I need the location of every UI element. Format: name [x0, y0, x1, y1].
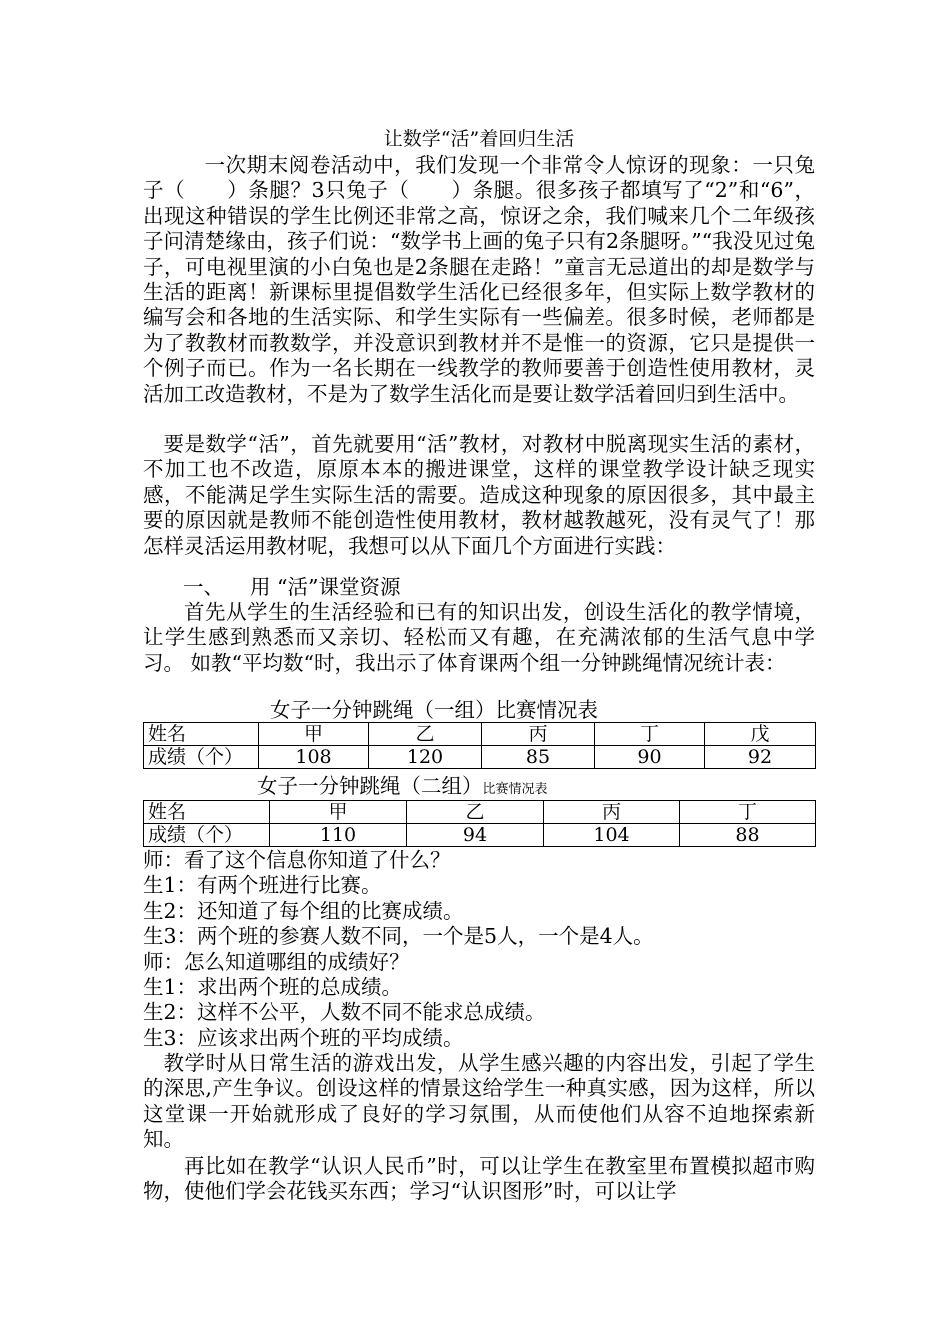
dialogue-line: 生3：应该求出两个班的平均成绩。 [143, 1025, 464, 1050]
body-block-1 [143, 432, 815, 559]
paragraph-2: 要是数学“活”，首先就要用“活”教材，对教材中脱离现实生活的素材，不加工也不改造，原原本本的搬进课堂，这样的课堂教学设计缺乏现实感，不能满足学生实际生活的需要。造成这种现象的原因很多，其中最主要的原因就是教师不能创造性使用教材，教材越教越死，没有灵气了！那怎样灵活运用教材呢，我想可以从下面几个方面进行实践： [143, 432, 815, 558]
paragraph-5: 再比如在教学“认识人民币”时，可以让学生在教室里布置模拟超市购物，使他们学会花钱买东西；学习“认识图形”时，可以让学 [143, 1154, 815, 1204]
table-cell: 甲 [259, 723, 369, 746]
table-row [144, 723, 816, 746]
intro-paragraph: 一次期末阅卷活动中，我们发现一个非常令人惊讶的现象：一只兔子（ ）条腿？3只兔子（ ）条腿。很多孩子都填写了“2”和“6”，出现这种错误的学生比例还非常之高，惊讶之余，我们喊来几个二年级孩子问清楚缘由，孩子们说：“数学书上画的兔子只有2条腿呀。”“我没见过兔子，可电视里演的小白兔也是2条腿在走路！”童言无忌道出的却是数学与生活的距离！新课标里提倡数学生活化已经很多年，但实际上数学教材的编写会和各地的生活实际、和学生实际有一些偏差。很多时候，老师都是为了教教材而教数学，并没意识到教材并不是惟一的资源，它只是提供一个例子而已。作为一名长期在一线教学的教师要善于创造性使用教材，灵活加工改造教材，不是为了数学生活化而是要让数学活着回归到生活中。 [143, 153, 815, 406]
table-cell: 乙 [369, 723, 482, 746]
table-cell: 92 [705, 746, 816, 769]
table2-wrap [143, 800, 815, 847]
table-cell: 成绩（个） [144, 746, 259, 769]
table-cell: 88 [680, 824, 816, 847]
dialogue-line: 师：怎么知道哪组的成绩好？ [143, 949, 410, 974]
intro-block [143, 153, 815, 407]
table-cell: 94 [407, 824, 544, 847]
table-cell: 成绩（个） [144, 824, 270, 847]
dialogue-line: 生2：这样不公平，人数不同不能求总成绩。 [143, 1000, 546, 1025]
table-row [144, 824, 816, 847]
table-cell: 90 [595, 746, 705, 769]
table1-wrap [143, 722, 815, 769]
table-cell: 乙 [407, 801, 544, 824]
dialogue-line: 生1：有两个班进行比赛。 [143, 873, 382, 898]
body-block-4 [143, 1154, 815, 1205]
table-cell: 姓名 [144, 801, 270, 824]
document-title: 让数学“活”着回归生活 [383, 128, 575, 150]
dialogue-line: 生2：还知道了每个组的比赛成绩。 [143, 898, 464, 923]
section-number: 一、 [183, 575, 224, 599]
table-row [144, 746, 816, 769]
table-cell: 108 [259, 746, 369, 769]
dialogue-line: 生3：两个班的参赛人数不同，一个是5人，一个是4人。 [143, 924, 654, 949]
table-cell: 丁 [680, 801, 816, 824]
paragraph-3: 首先从学生的生活经验和已有的知识出发，创设生活化的教学情境，让学生感到熟悉而又亲切、轻松而又有趣，在充满浓郁的生活气息中学习。 如教“平均数“时，我出示了体育课两个组一分钟跳绳情况统计表： [143, 600, 815, 675]
table2-caption-small: 比赛情况表 [482, 782, 548, 797]
table1-caption: 女子一分钟跳绳（一组）比赛情况表 [270, 698, 598, 722]
dialogue-line: 师：看了这个信息你知道了什么？ [143, 848, 451, 872]
table-cell: 戊 [705, 723, 816, 746]
body-block-3 [143, 1051, 815, 1153]
dialogue-block [143, 848, 815, 1051]
score-table-group1 [143, 722, 816, 769]
table-row [144, 801, 816, 824]
body-block-2 [143, 600, 815, 676]
table-cell: 姓名 [144, 723, 259, 746]
score-table-group2 [143, 800, 816, 847]
table-cell: 110 [270, 824, 407, 847]
table-cell: 丙 [482, 723, 595, 746]
table-cell: 120 [369, 746, 482, 769]
table-cell: 丙 [544, 801, 680, 824]
dialogue-line: 生1：求出两个班的总成绩。 [143, 975, 403, 1000]
paragraph-4: 教学时从日常生活的游戏出发，从学生感兴趣的内容出发，引起了学生的深思,产生争议。创设这样的情景这给学生一种真实感，因为这样，所以这堂课一开始就形成了良好的学习氛围，从而使他们从容不迫地探索新知。 [143, 1051, 815, 1152]
table-cell: 85 [482, 746, 595, 769]
table-cell: 104 [544, 824, 680, 847]
table2-caption [257, 774, 548, 802]
section-heading-1 [143, 575, 815, 600]
table-cell: 丁 [595, 723, 705, 746]
table-cell: 甲 [270, 801, 407, 824]
section-text: 用 “活”课堂资源 [250, 575, 401, 599]
table2-caption-main: 女子一分钟跳绳（二组） [257, 774, 483, 798]
